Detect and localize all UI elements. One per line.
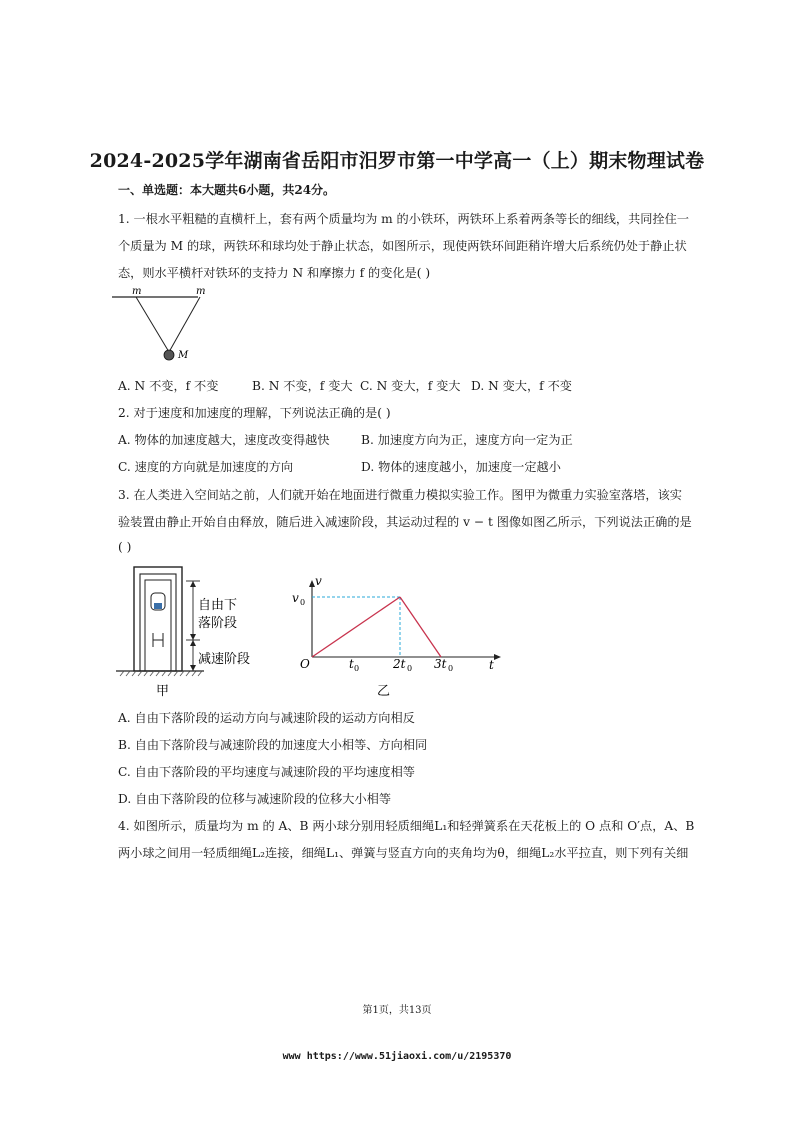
t0-label: t [349, 657, 354, 671]
dim-arrow-mid-up [190, 634, 196, 640]
string-left [136, 297, 169, 352]
v0-label: v [292, 591, 299, 605]
q1-options [118, 377, 572, 394]
label-yi: 乙 [377, 684, 391, 699]
label-jia: 甲 [156, 684, 170, 699]
t-axis-label: t [489, 658, 494, 672]
q3-figure-jia [112, 563, 264, 701]
v0-subscript: 0 [300, 598, 306, 607]
section-heading: 一、单选题：本大题共6小题，共24分。 [118, 183, 336, 197]
q1-line-2: 个质量为 M 的球，两铁环和球均处于静止状态，如图所示，现使两铁环间距稍许增大后系统仍处于静止状 [118, 239, 687, 253]
q2-option-b[interactable]: B. 加速度方向为正，速度方向一定为正 [361, 433, 573, 447]
dim-arrow-top [190, 581, 196, 587]
q1-figure [112, 285, 206, 367]
watermark-url[interactable]: www https://www.51jiaoxi.com/u/2195370 [282, 1051, 512, 1062]
exam-title: 2024-2025学年湖南省岳阳市汨罗市第一中学高一（上）期末物理试卷 [89, 150, 705, 172]
label-deceleration: 减速阶段 [198, 652, 251, 667]
ball [164, 350, 174, 360]
q1-option-c[interactable]: C. N 变大，f 变大 [360, 379, 461, 393]
q4-line-2: 两小球之间用一轻质细绳L₂连接，细绳L₁、弹簧与竖直方向的夹角均为θ，细绳L₂水平拉直，则下列有关细 [118, 846, 689, 860]
capsule-payload [154, 603, 162, 609]
ring-label-left: m [132, 286, 142, 297]
q3-line-1: 3. 在人类进入空间站之前，人们就开始在地面进行微重力模拟实验工作。图甲为微重力实验室落塔，该实 [118, 488, 682, 502]
q3-option-c[interactable]: C. 自由下落阶段的平均速度与减速阶段的平均速度相等 [118, 765, 415, 779]
2t0-subscript: 0 [407, 664, 413, 673]
q3-figure-yi [286, 571, 508, 701]
dim-arrow-mid-down [190, 640, 196, 646]
q2-option-d[interactable]: D. 物体的速度越小，加速度一定越小 [361, 460, 561, 474]
q3-option-b[interactable]: B. 自由下落阶段与减速阶段的加速度大小相等、方向相同 [118, 738, 428, 752]
ring-label-right: m [196, 286, 206, 297]
tower-inner [145, 580, 171, 671]
q1-line-1: 1. 一根水平粗糙的直横杆上，套有两个质量均为 m 的小铁环，两铁环上系着两条等长的细线，共同拴住一 [118, 212, 690, 226]
deceleration-line [400, 597, 441, 657]
origin-label: O [300, 657, 310, 671]
q1-option-a[interactable]: A. N 不变，f 不变 [118, 379, 219, 393]
q2-stem: 2. 对于速度和加速度的理解，下列说法正确的是( ) [118, 406, 391, 420]
2t0-label: 2t [393, 657, 406, 671]
string-right [169, 297, 200, 352]
q1-line-3: 态，则水平横杆对铁环的支持力 N 和摩擦力 f 的变化是( ) [118, 266, 431, 280]
3t0-subscript: 0 [448, 664, 454, 673]
t-axis-arrow [494, 654, 501, 660]
q3-option-d[interactable]: D. 自由下落阶段的位移与减速阶段的位移大小相等 [118, 792, 392, 806]
ball-label: M [178, 350, 189, 361]
q1-option-d[interactable]: D. N 变大，f 不变 [471, 379, 572, 393]
q2-option-c[interactable]: C. 速度的方向就是加速度的方向 [118, 460, 294, 474]
label-free-fall-1: 自由下 [198, 598, 238, 613]
q2-option-a[interactable]: A. 物体的加速度越大，速度改变得越快 [118, 433, 330, 447]
3t0-label: 3t [434, 657, 447, 671]
tower-outer [134, 567, 182, 671]
q4-line-1: 4. 如图所示，质量均为 m 的 A、B 两小球分别用轻质细绳L₁和轻弹簧系在天花板上的 O 点和 O′点，A、B [118, 819, 695, 833]
q1-option-b[interactable]: B. N 不变，f 变大 [252, 379, 353, 393]
free-fall-line [312, 597, 400, 657]
q3-line-3: ( ) [118, 540, 132, 554]
t0-subscript: 0 [354, 664, 360, 673]
ground-hatch [120, 671, 202, 676]
label-free-fall-2: 落阶段 [198, 616, 238, 631]
dim-arrow-bottom [190, 665, 196, 671]
q3-line-2: 验装置由静止开始自由释放，随后进入减速阶段，其运动过程的 v − t 图像如图乙所示，下列说法正确的是 [118, 515, 692, 529]
v-axis-label: v [315, 574, 322, 588]
q3-option-a[interactable]: A. 自由下落阶段的运动方向与减速阶段的运动方向相反 [118, 711, 415, 725]
page-footer: 第1页，共13页 [362, 1005, 432, 1016]
